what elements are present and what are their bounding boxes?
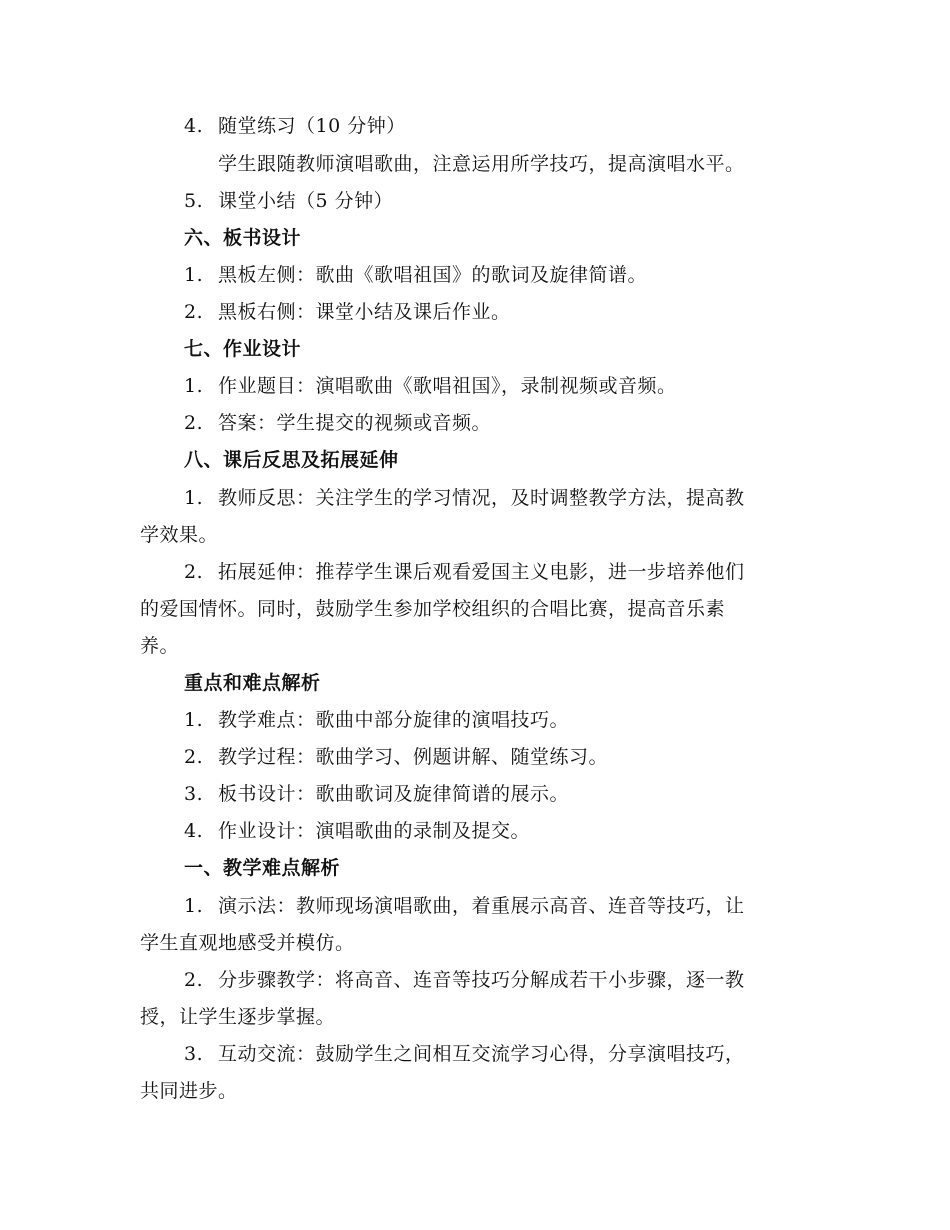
list-item: 2. 答案：学生提交的视频或音频。 [184,412,492,434]
heading-homework-design: 七、作业设计 [184,338,302,360]
heading-board-design: 六、板书设计 [184,227,302,249]
list-item-continuation: 的爱国情怀。同时，鼓励学生参加学校组织的合唱比赛，提高音乐素 [140,598,726,620]
list-item: 1. 教师反思：关注学生的学习情况，及时调整教学方法，提高教 [184,487,745,509]
list-item-continuation: 养。 [140,635,180,657]
section-item-5: 5. 课堂小结（5 分钟） [184,190,394,212]
list-item: 2. 教学过程：歌曲学习、例题讲解、随堂练习。 [184,746,609,768]
list-item: 3. 板书设计：歌曲歌词及旋律简谱的展示。 [184,783,570,805]
list-item: 3. 互动交流：鼓励学生之间相互交流学习心得，分享演唱技巧， [184,1043,745,1065]
list-item: 2. 拓展延伸：推荐学生课后观看爱国主义电影，进一步培养他们 [184,561,745,583]
list-item: 1. 演示法：教师现场演唱歌曲，着重展示高音、连音等技巧，让 [184,895,745,917]
heading-difficulty-analysis: 一、教学难点解析 [184,857,341,879]
list-item: 1. 黑板左侧：歌曲《歌唱祖国》的歌词及旋律简谱。 [184,264,648,286]
list-item: 1. 教学难点：歌曲中部分旋律的演唱技巧。 [184,709,570,731]
list-item: 1. 作业题目：演唱歌曲《歌唱祖国》，录制视频或音频。 [184,375,677,397]
section-item-4: 4. 随堂练习（10 分钟） [184,115,406,137]
list-item: 2. 分步骤教学：将高音、连音等技巧分解成若干小步骤，逐一教 [184,969,745,991]
paragraph: 学生跟随教师演唱歌曲，注意运用所学技巧，提高演唱水平。 [218,153,745,175]
list-item-continuation: 共同进步。 [140,1080,238,1102]
list-item-continuation: 学效果。 [140,524,219,546]
list-item: 4. 作业设计：演唱歌曲的录制及提交。 [184,820,531,842]
list-item: 2. 黑板右侧：课堂小结及课后作业。 [184,301,511,323]
heading-reflection: 八、课后反思及拓展延伸 [184,449,399,471]
list-item-continuation: 授，让学生逐步掌握。 [140,1006,336,1028]
list-item-continuation: 学生直观地感受并模仿。 [140,932,355,954]
heading-key-points: 重点和难点解析 [184,672,321,694]
